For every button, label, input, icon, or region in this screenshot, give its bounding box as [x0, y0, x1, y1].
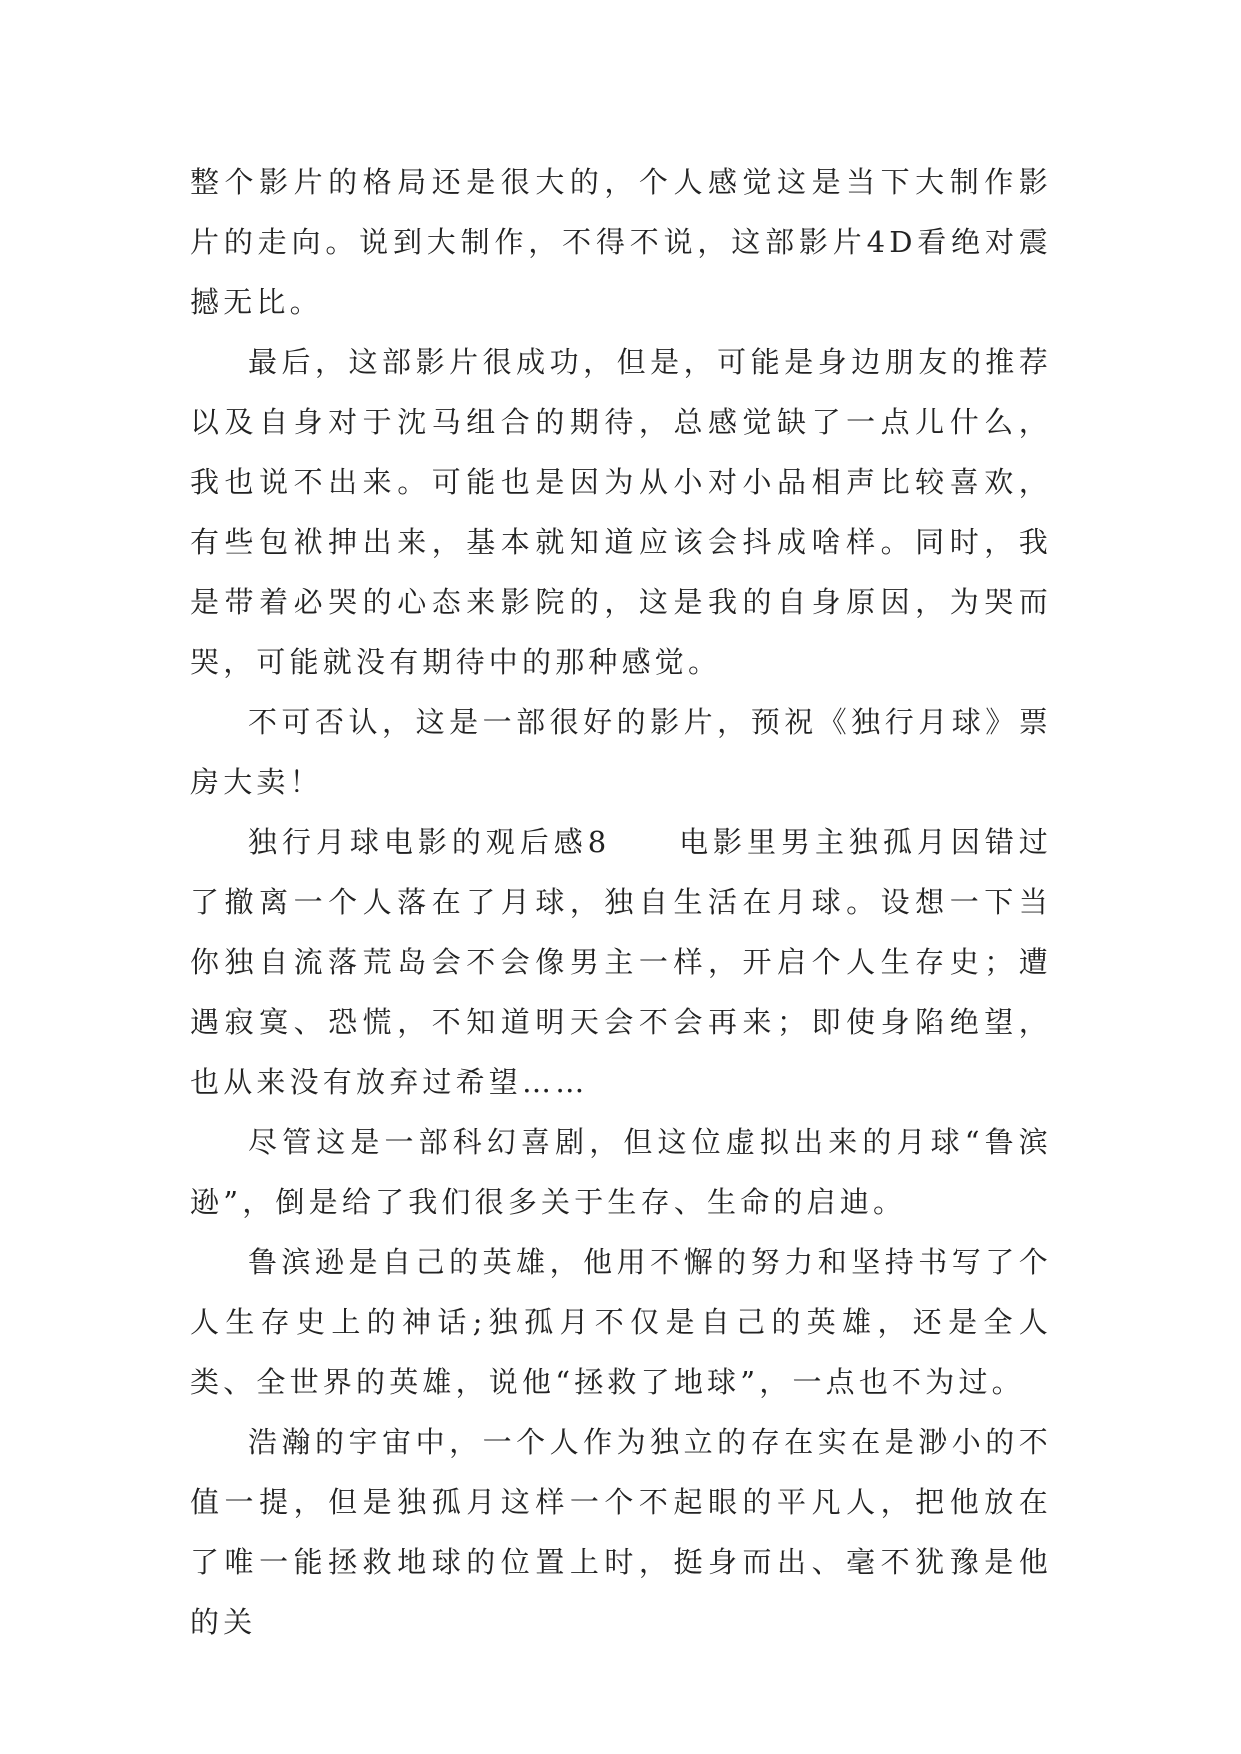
- document-body: [190, 152, 1052, 1652]
- paragraph-7: 浩瀚的宇宙中，一个人作为独立的存在实在是渺小的不值一提，但是独孤月这样一个不起眼的平凡人，把他放在了唯一能拯救地球的位置上时，挺身而出、毫不犹豫是他的关: [190, 1425, 1052, 1639]
- paragraph-4: 独行月球电影的观后感8 电影里男主独孤月因错过了撤离一个人落在了月球，独自生活在月球。设想一下当你独自流落荒岛会不会像男主一样，开启个人生存史；遭遇寂寞、恐慌，不知道明天会不会再来；即使身陷绝望，也从来没有放弃过希望……: [190, 825, 1052, 1099]
- paragraph-6: 鲁滨逊是自己的英雄，他用不懈的努力和坚持书写了个人生存史上的神话;独孤月不仅是自己的英雄，还是全人类、全世界的英雄，说他“拯救了地球”，一点也不为过。: [190, 1245, 1052, 1399]
- paragraph-5: 尽管这是一部科幻喜剧，但这位虚拟出来的月球“鲁滨逊”，倒是给了我们很多关于生存、生命的启迪。: [190, 1125, 1052, 1219]
- paragraph-3: 不可否认，这是一部很好的影片，预祝《独行月球》票房大卖！: [190, 705, 1052, 799]
- paragraph-2: 最后，这部影片很成功，但是，可能是身边朋友的推荐以及自身对于沈马组合的期待，总感觉缺了一点儿什么，我也说不出来。可能也是因为从小对小品相声比较喜欢，有些包袱抻出来，基本就知道应该会抖成啥样。同时，我是带着必哭的心态来影院的，这是我的自身原因，为哭而哭，可能就没有期待中的那种感觉。: [190, 345, 1052, 679]
- paragraph-1: 整个影片的格局还是很大的，个人感觉这是当下大制作影片的走向。说到大制作，不得不说，这部影片4D看绝对震撼无比。: [190, 165, 1052, 319]
